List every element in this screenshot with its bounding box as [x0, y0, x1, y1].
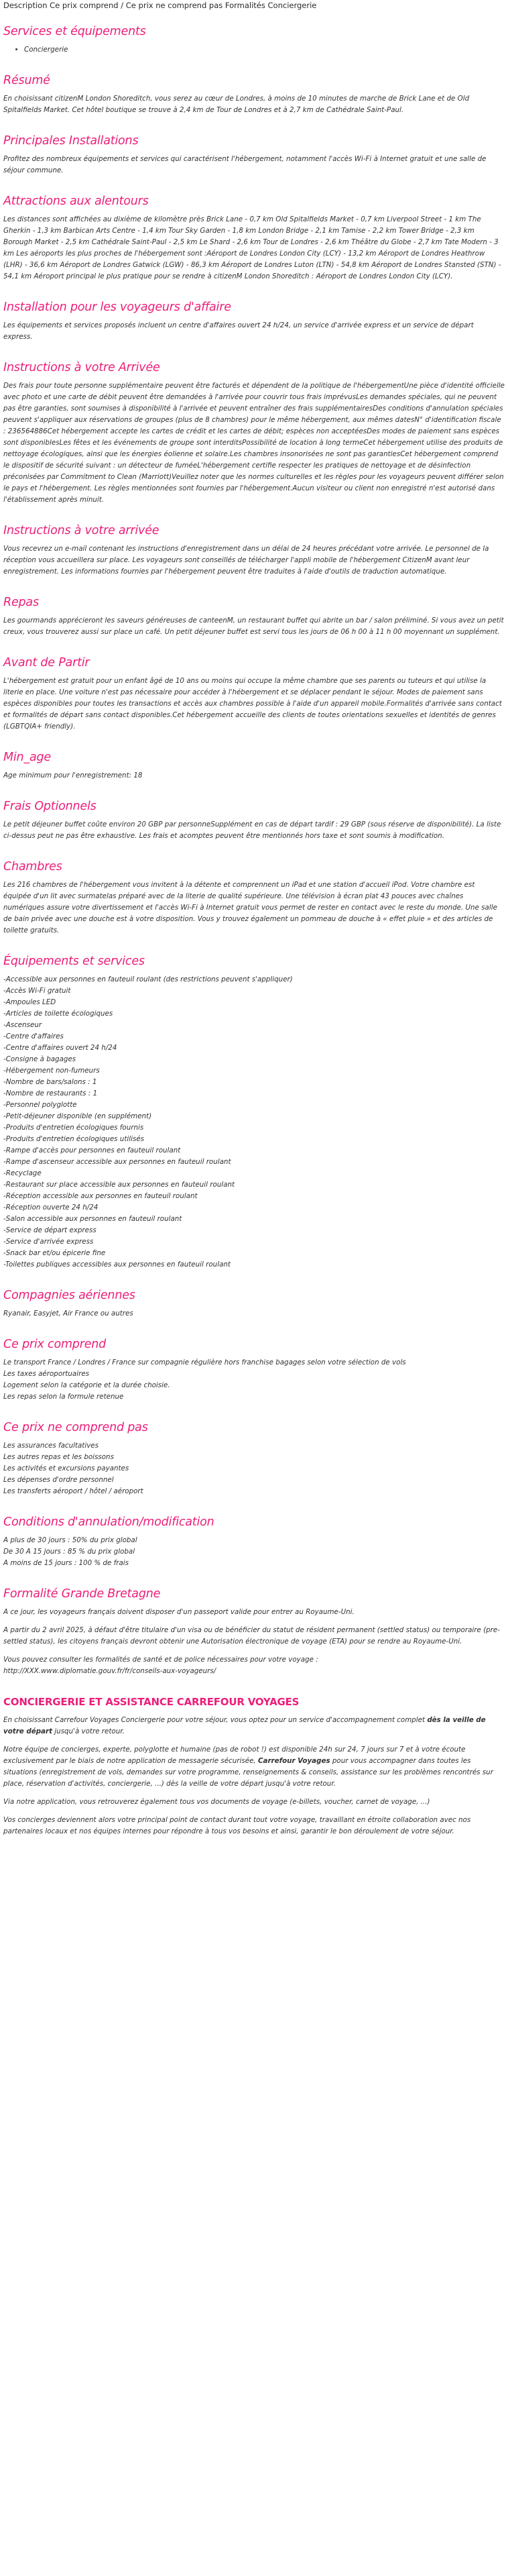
- formalite-text-2: A partir du 2 avril 2025, à défaut d'être titulaire d'un visa ou de bénéficier du statut de résident permanent (settled status) ou temporaire (pre-settled status), les citoyens français devront obtenir une Autorisation électronique de voyage (ETA) pour se rendre au Royaume-Uni.: [3, 1626, 500, 1646]
- list-item: -Ascenseur: [3, 1021, 42, 1029]
- list-item: -Produits d'entretien écologiques fournis: [3, 1124, 144, 1132]
- conciergerie-text-1c: jusqu'à votre retour.: [52, 1727, 125, 1735]
- section-title-frais: Frais Optionnels: [3, 800, 97, 813]
- conciergerie-text-2b: Carrefour Voyages: [257, 1757, 330, 1765]
- list-item: -Réception accessible aux personnes en fauteuil roulant: [3, 1192, 198, 1200]
- section-frais: [3, 799, 505, 842]
- list-item: -Service de départ express: [3, 1226, 97, 1234]
- section-installations: [3, 133, 505, 176]
- list-item: -Personnel polyglotte: [3, 1101, 77, 1109]
- section-compagnies: [3, 1288, 505, 1320]
- conciergerie-text-2c: pour vous accompagner dans toutes les situations (enregistrement de vols, demandes sur votre programme, renseignements & conseils, assistance sur les problèmes rencontrés sur place, réservation d'activités, conciergerie, ...) dès la veille de votre départ jusqu'à votre retour.: [3, 1757, 493, 1788]
- conciergerie-text-4: Vos concierges deviennent alors votre principal point de contact durant tout votre voyage, travaillant en étroite collaboration avec nos partenaires locaux et nos équipes internes pour répondre à tous vos besoins et ainsi, garantir le bon déroulement de votre séjour.: [3, 1816, 471, 1835]
- list-item: -Centre d'affaires: [3, 1032, 64, 1040]
- section-title-repas: Repas: [3, 596, 39, 609]
- list-item: -Accessible aux personnes en fauteuil roulant (des restrictions peuvent s'appliquer): [3, 975, 293, 983]
- section-formalite: [3, 1587, 505, 1677]
- list-item: A moins de 15 jours : 100 % de frais: [3, 1559, 129, 1567]
- list-item: Les activités et excursions payantes: [3, 1464, 129, 1472]
- installations-text: Profitez des nombreux équipements et services qui caractérisent l'hébergement, notamment l'accès Wi-Fi à Internet gratuit et une salle de séjour commune.: [3, 155, 487, 174]
- section-chambres: [3, 859, 505, 936]
- list-item: -Consigne à bagages: [3, 1055, 76, 1063]
- list-item: -Ampoules LED: [3, 998, 56, 1006]
- section-affaire: [3, 300, 505, 343]
- frais-text: Le petit déjeuner buffet coûte environ 20 GBP par personneSupplément en cas de départ tardif : 29 GBP (sous réserve de disponibilité). La liste ci-dessus peut ne pas être exhaustive. Les frais et acomptes peuvent être mentionnés hors taxe et sont soumis à modification.: [3, 820, 501, 840]
- list-item: -Centre d'affaires ouvert 24 h/24: [3, 1044, 117, 1052]
- list-item: -Restaurant sur place accessible aux personnes en fauteuil roulant: [3, 1181, 235, 1189]
- section-repas: [3, 595, 505, 638]
- list-item: -Snack bar et/ou épicerie fine: [3, 1249, 106, 1257]
- partir-text: L'hébergement est gratuit pour un enfant âgé de 10 ans ou moins qui occupe la même chambre que ses parents ou tuteurs et qui utilise la literie en place. Une voiture n'est pas nécessaire pour accéder à l'hébergement et se déplacer pendant le séjour. Modes de paiement sans espèces disponibles pour toutes les transactions et accès aux chambres possible à l'aide d'un appareil mobile.Formalités d'arrivée sans contact et formalités de départ sans contact disponibles.Cet hébergement accueille des clients de toutes orientations sexuelles et identités de genres (LGBTQIA+ friendly).: [3, 677, 502, 731]
- services-list: [3, 44, 505, 56]
- section-title-equipements: Équipements et services: [3, 955, 145, 968]
- conciergerie-text-1a: En choisissant Carrefour Voyages Conciergerie pour votre séjour, vous optez pour un service d'accompagnement complet: [3, 1716, 428, 1724]
- section-title-resume: Résumé: [3, 74, 50, 87]
- section-minage: [3, 750, 505, 782]
- section-alentours: [3, 194, 505, 282]
- section-title-comprend: Ce prix comprend: [3, 1338, 107, 1351]
- conciergerie-text-1: [3, 1715, 505, 1737]
- resume-text: En choisissant citizenM London Shoreditch, vous serez au cœur de Londres, à moins de 10 minutes de marche de Brick Lane et de Old Spitalfields Market. Cet hôtel boutique se trouve à 2,4 km de Tour de Londres et à 2,7 km de Cathédrale Saint-Paul.: [3, 95, 470, 114]
- comprend-list: [3, 1357, 505, 1403]
- list-item: De 30 A 15 jours : 85 % du prix global: [3, 1548, 135, 1556]
- section-conciergerie: [3, 1695, 505, 1837]
- list-item: -Réception ouverte 24 h/24: [3, 1203, 99, 1212]
- section-resume: [3, 73, 505, 116]
- section-partir: [3, 655, 505, 733]
- section-arrivee-2: [3, 523, 505, 578]
- section-title-conciergerie: CONCIERGERIE ET ASSISTANCE CARREFOUR VOYAGES: [3, 1696, 300, 1708]
- section-title-annulation: Conditions d'annulation/modification: [3, 1515, 214, 1529]
- formalite-text-1: A ce jour, les voyageurs français doivent disposer d'un passeport valide pour entrer au Royaume-Uni.: [3, 1608, 355, 1616]
- formalite-text-3-label: Vous pouvez consulter les formalités de santé et de police nécessaires pour votre voyage :: [3, 1656, 318, 1664]
- section-comprend: [3, 1337, 505, 1403]
- list-item: Les autres repas et les boissons: [3, 1453, 114, 1461]
- section-title-chambres: Chambres: [3, 860, 62, 873]
- list-item: -Service d'arrivée express: [3, 1238, 94, 1246]
- list-item: Les dépenses d'ordre personnel: [3, 1476, 114, 1484]
- list-item: Les transferts aéroport / hôtel / aéroport: [3, 1487, 143, 1495]
- list-item: -Produits d'entretien écologiques utilisés: [3, 1135, 145, 1143]
- list-item: -Rampe d'ascenseur accessible aux personnes en fauteuil roulant: [3, 1158, 231, 1166]
- section-title-services: Services et équipements: [3, 25, 146, 38]
- list-item: • Conciergerie: [24, 44, 505, 56]
- annulation-list: [3, 1535, 505, 1569]
- compagnies-text: Ryanair, Easyjet, Air France ou autres: [3, 1309, 133, 1318]
- list-item: A plus de 30 jours : 50% du prix global: [3, 1536, 137, 1544]
- section-ne-comprend: [3, 1420, 505, 1497]
- list-item: -Petit-déjeuner disponible (en supplément): [3, 1112, 152, 1120]
- list-item: Les assurances facultatives: [3, 1442, 99, 1450]
- section-annulation: [3, 1515, 505, 1569]
- conciergerie-text-1b: dès la veille de votre départ: [3, 1716, 486, 1735]
- list-item: -Rampe d'accès pour personnes en fauteuil roulant: [3, 1146, 181, 1155]
- list-item: Logement selon la catégorie et la durée choisie.: [3, 1381, 170, 1389]
- repas-text: Les gourmands apprécieront les saveurs généreuses de canteenM, un restaurant buffet qui abrite un bar / salon préliminé. Si vous avez un petit creux, vous trouverez aussi sur place un café. Un petit déjeuner buffet est servi tous les jours de 06 h 00 à 11 h 00 moyennant un supplément.: [3, 616, 504, 636]
- breadcrumb: Description Ce prix comprend / Ce prix ne comprend pas Formalités Conciergerie: [3, 1, 317, 10]
- equipements-list: [3, 974, 505, 1271]
- section-title-formalite: Formalité Grande Bretagne: [3, 1587, 161, 1601]
- list-item: Les taxes aéroportuaires: [3, 1370, 90, 1378]
- minage-text: Age minimum pour l'enregistrement: 18: [3, 771, 143, 780]
- section-title-partir: Avant de Partir: [3, 656, 90, 669]
- list-item: -Hébergement non-fumeurs: [3, 1067, 100, 1075]
- list-item: -Nombre de restaurants : 1: [3, 1089, 98, 1097]
- conciergerie-text-3: Via notre application, vous retrouverez également tous vos documents de voyage (e-billets, voucher, carnet de voyage, ...): [3, 1798, 430, 1806]
- formalite-text-3: [3, 1654, 505, 1677]
- section-title-compagnies: Compagnies aériennes: [3, 1289, 135, 1302]
- section-title-affaire: Installation pour les voyageurs d'affaire: [3, 301, 231, 314]
- section-title-alentours: Attractions aux alentours: [3, 195, 149, 208]
- section-title-installations: Principales Installations: [3, 134, 139, 148]
- list-item: -Salon accessible aux personnes en fauteuil roulant: [3, 1215, 182, 1223]
- list-item: Le transport France / Londres / France sur compagnie régulière hors franchise bagages selon votre sélection de vols: [3, 1358, 406, 1366]
- list-item: -Articles de toilette écologiques: [3, 1010, 113, 1018]
- list-item: -Nombre de bars/salons : 1: [3, 1078, 97, 1086]
- alentours-text: Les distances sont affichées au dixième de kilomètre près Brick Lane - 0,7 km Old Spitalfields Market - 0,7 km Liverpool Street - 1 km The Gherkin - 1,3 km Barbican Arts Centre - 1,4 km Tour Sky Garden - 1,8 km London Bridge - 2,1 km Tamise - 2,2 km Tower Bridge - 2,3 km Borough Market - 2,5 km Cathédrale Saint-Paul - 2,5 km Le Shard - 2,6 km Tour de Londres - 2,6 km Théâtre du Globe - 2,7 km Tate Modern - 3 km Les aéroports les plus proches de l'hébergement sont :Aéroport de Londres London City (LCY) - 13,2 km Aéroport de Londres Heathrow (LHR) - 36,6 km Aéroport de Londres Gatwick (LGW) - 86,3 km Aéroport de Londres Luton (LTN) - 54,8 km Aéroport de Londres Stansted (STN) - 54,1 km Aéroport principal le plus pratique pour se rendre à citizenM London Shoreditch : Aéroport de Londres London City (LCY).: [3, 215, 501, 280]
- section-title-arrivee-2: Instructions à votre arrivée: [3, 524, 160, 537]
- section-services: [3, 24, 505, 56]
- list-item: -Recyclage: [3, 1169, 42, 1177]
- conciergerie-text-2a: Notre équipe de concierges, experte, polyglotte et humaine (pas de robot !) est disponible 24h sur 24, 7 jours sur 7 et à votre écoute exclusivement par le biais de notre application de messagerie sécurisée,: [3, 1746, 466, 1765]
- ne-comprend-list: [3, 1440, 505, 1497]
- affaire-text: Les équipements et services proposés incluent un centre d'affaires ouvert 24 h/24, un service d'arrivée express et un service de départ express.: [3, 321, 474, 341]
- section-title-minage: Min_age: [3, 751, 52, 764]
- section-title-ne-comprend: Ce prix ne comprend pas: [3, 1421, 148, 1434]
- arrivee-1-text: Des frais pour toute personne supplémentaire peuvent être facturés et dépendent de la politique de l'hébergementUne pièce d'identité officielle avec photo et une carte de débit peuvent être demandées à l'arrivée pour couvrir tous frais imprévusLes demandes spéciales, qui ne peuvent pas être garanties, sont soumises à disponibilité à l'arrivée et peuvent entraîner des frais supplémentairesDes conditions d'annulation spéciales peuvent s'appliquer aux réservations de groupes (plus de 8 chambres) pour le même hébergement, aux mêmes datesN° d'identification fiscale : 236564886Cet hébergement accepte les cartes de crédit et les cartes de débit; espèces non acceptéesDes modes de paiement sans espèces sont disponiblesLes fêtes et les événements de groupe sont interditsPossibilité de location à long termeCet hébergement utilise des produits de nettoyage écologiques, ainsi que les énergies éolienne et solaire.Les chambres insonorisées ne sont pas garantiesCet hébergement comprend le dispositif de sécurité suivant : un détecteur de fuméeL'hébergement certifie respecter les pratiques de nettoyage et de désinfection préconisées par Commitment to Clean (Marriott)Veuillez noter que les normes culturelles et les règles pour les voyageurs peuvent différer selon le pays et l'hébergement. Les règles mentionnées sont fournies par l'hébergement.Aucun visiteur ou client non enregistré n'est autorisé dans l'établissement après minuit.: [3, 382, 505, 504]
- list-item: -Toilettes publiques accessibles aux personnes en fauteuil roulant: [3, 1260, 231, 1269]
- conciergerie-text-2: [3, 1744, 505, 1790]
- chambres-text: Les 216 chambres de l'hébergement vous invitent à la détente et comprennent un iPad et une station d'accueil iPod. Votre chambre est équipée d'un lit avec surmatelas préparé avec de la literie de qualité supérieure. Une télévision à écran plat 43 pouces avec chaînes numériques assure votre divertissement et l'accès Wi-Fi à Internet gratuit vous permet de rester en contact avec le reste du monde. Une salle de bain privée avec une douche est à votre disposition. Vous y trouvez également un pommeau de douche à « effet pluie » et des articles de toilette gratuits.: [3, 881, 497, 934]
- arrivee-2-text: Vous recevrez un e-mail contenant les instructions d'enregistrement dans un délai de 24 heures précédant votre arrivée. Le personnel de la réception vous accueillera sur place. Les voyageurs sont conseillés de télécharger l'appli mobile de l'hébergement CitizenM avant leur enregistrement. Les informations fournies par l'hébergement peuvent être traduites à l'aide d'outils de traduction automatique.: [3, 545, 489, 576]
- list-item: Les repas selon la formule retenue: [3, 1393, 124, 1401]
- section-arrivee-1: [3, 360, 505, 506]
- section-title-arrivee-1: Instructions à votre Arrivée: [3, 361, 160, 374]
- formalite-link[interactable]: http://XXX.www.diplomatie.gouv.fr/fr/conseils-aux-voyageurs/: [3, 1667, 216, 1675]
- list-item: -Accès Wi-Fi gratuit: [3, 987, 71, 995]
- section-equipements: [3, 954, 505, 1271]
